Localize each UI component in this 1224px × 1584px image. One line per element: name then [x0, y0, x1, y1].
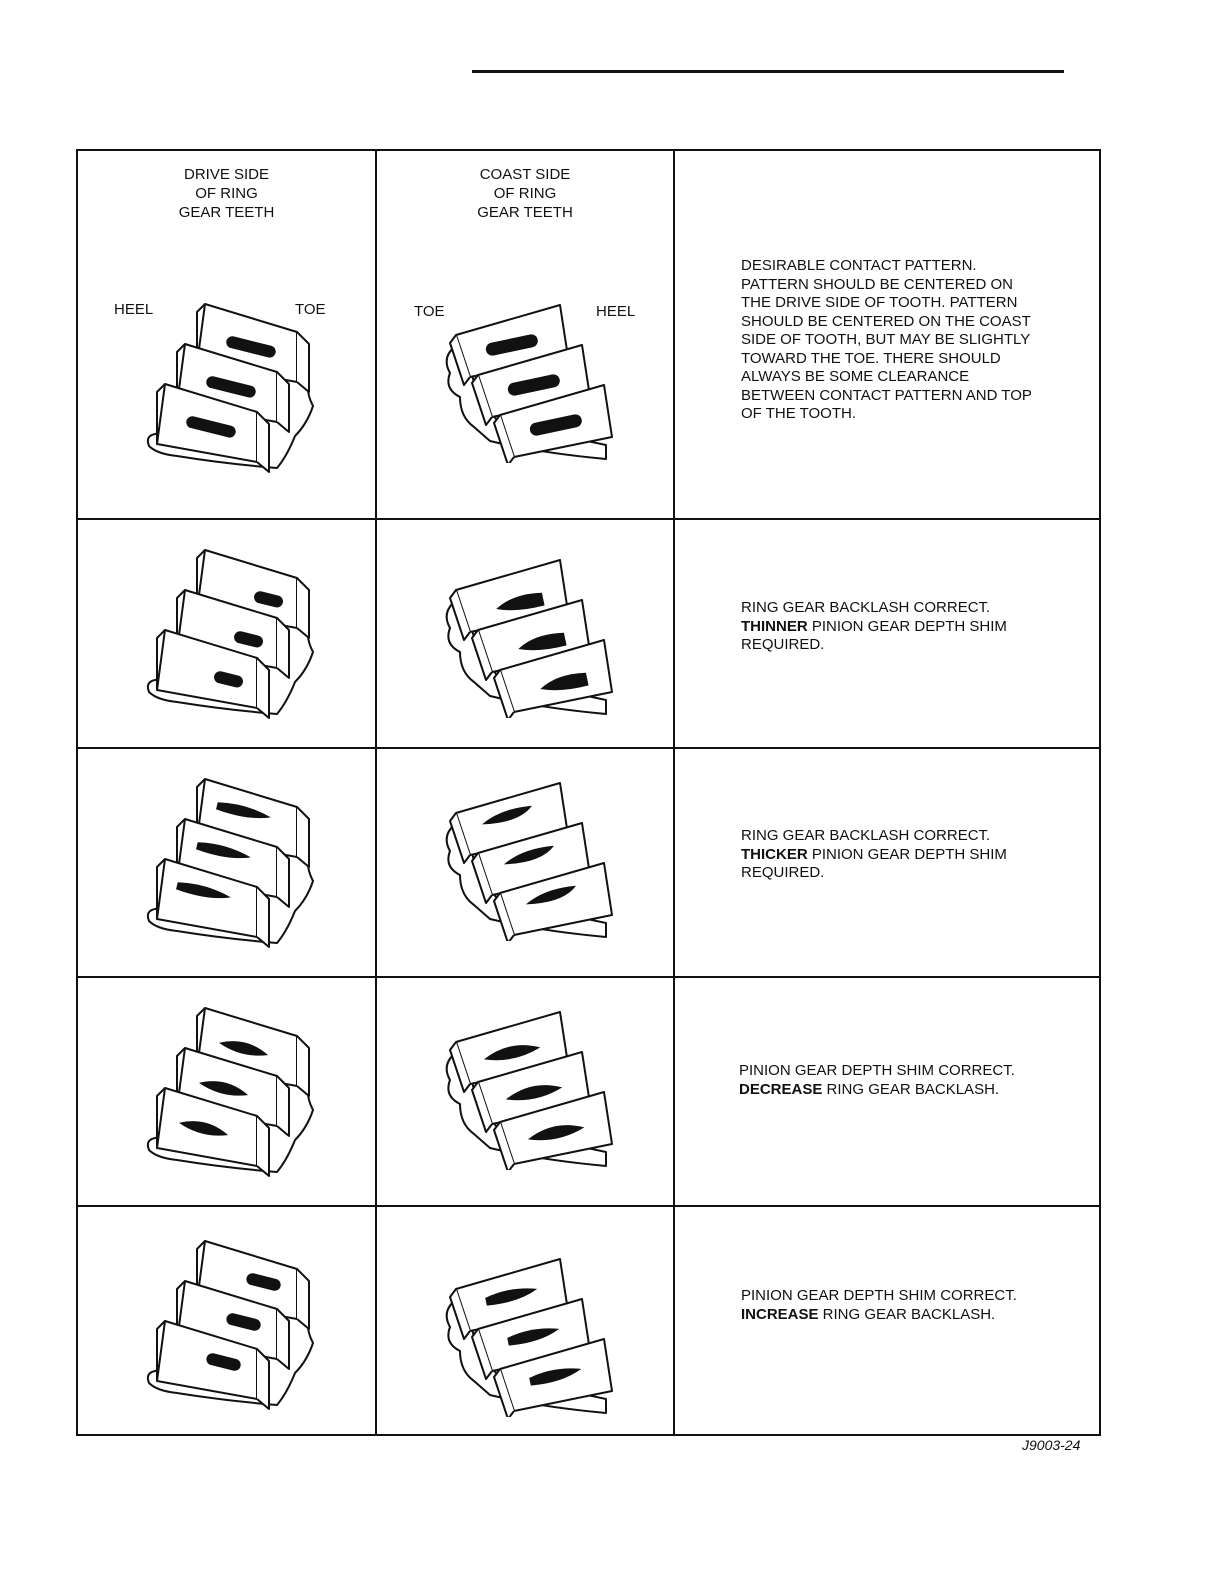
tooth-side — [277, 847, 289, 907]
description-text: PINION GEAR DEPTH SHIM CORRECT. — [739, 1062, 1015, 1079]
description-emphasis: THICKER — [741, 845, 808, 863]
drive-cell-3 — [78, 749, 377, 978]
drive-cell-2 — [78, 520, 377, 749]
description-text: RING GEAR BACKLASH CORRECT. — [741, 827, 991, 844]
pattern-description — [739, 1062, 1039, 1099]
tooth-side — [257, 1349, 269, 1409]
coast-cell-3 — [377, 749, 675, 978]
figure-id: J9003-24 — [1022, 1437, 1081, 1453]
drive-cell-4 — [78, 978, 377, 1207]
tooth-side — [297, 332, 309, 392]
desc-cell-1 — [675, 151, 1099, 520]
description-text-end: RING GEAR BACKLASH. — [822, 1080, 1000, 1098]
coast-gear-teeth-illustration — [430, 1257, 620, 1417]
top-rule — [472, 70, 1064, 73]
tooth-side — [277, 1076, 289, 1136]
coast-cell-5 — [377, 1207, 675, 1434]
drive-heel-label: HEEL — [114, 301, 154, 318]
gear-pattern-table — [76, 149, 1101, 1436]
pattern-description — [741, 257, 1041, 424]
drive-gear-teeth-illustration — [137, 771, 317, 951]
coast-gear-teeth-illustration — [430, 303, 620, 463]
description-text: RING GEAR BACKLASH CORRECT. — [741, 599, 991, 616]
tooth-side — [297, 578, 309, 638]
description-emphasis: THINNER — [741, 617, 808, 635]
drive-side-header: DRIVE SIDE OF RING GEAR TEETH — [178, 166, 275, 221]
description-emphasis: INCREASE — [741, 1305, 819, 1323]
tooth-side — [297, 807, 309, 867]
desc-cell-2 — [675, 520, 1099, 749]
coast-cell-2 — [377, 520, 675, 749]
description-text: PINION GEAR DEPTH SHIM CORRECT. — [741, 1287, 1017, 1304]
pattern-description — [741, 599, 1041, 655]
drive-gear-teeth-illustration — [137, 296, 317, 476]
drive-gear-teeth-illustration — [137, 1233, 317, 1413]
tooth-side — [257, 1116, 269, 1176]
drive-toe-label: TOE — [295, 301, 326, 318]
description-text: DESIRABLE CONTACT PATTERN. PATTERN SHOULD BE CENTERED ON THE DRIVE SIDE OF TOOTH. PATTERN SHOULD BE CENTERED ON THE COAST SIDE OF TOOTH, BUT MAY BE SLIGHTLY TOWARD THE TOE. THERE SHOULD ALWAYS BE SOME CLEARANCE BETWEEN CONTACT PATTERN AND TOP OF THE TOOTH. — [741, 257, 1032, 422]
pattern-description — [741, 1287, 1041, 1324]
desc-cell-3 — [675, 749, 1099, 978]
coast-side-header: COAST SIDE OF RING GEAR TEETH — [477, 166, 573, 221]
description-emphasis: DECREASE — [739, 1080, 823, 1098]
pattern-description — [741, 827, 1041, 883]
tooth-side — [297, 1269, 309, 1329]
drive-cell-5 — [78, 1207, 377, 1434]
tooth-side — [297, 1036, 309, 1096]
tooth-side — [257, 658, 269, 718]
tooth-side — [277, 618, 289, 678]
coast-cell-4 — [377, 978, 675, 1207]
tooth-side — [257, 887, 269, 947]
coast-gear-teeth-illustration — [430, 558, 620, 718]
coast-gear-teeth-illustration — [430, 1010, 620, 1170]
drive-gear-teeth-illustration — [137, 542, 317, 722]
description-text-end: RING GEAR BACKLASH. — [818, 1305, 996, 1323]
coast-heel-label: HEEL — [596, 303, 636, 320]
coast-toe-label: TOE — [414, 303, 445, 320]
tooth-side — [257, 412, 269, 472]
tooth-side — [277, 372, 289, 432]
drive-cell-1 — [78, 151, 377, 520]
coast-cell-1 — [377, 151, 675, 520]
coast-gear-teeth-illustration — [430, 781, 620, 941]
description-text-end: PINION GEAR DEPTH SHIM REQUIRED. — [741, 845, 1007, 881]
desc-cell-4 — [675, 978, 1099, 1207]
description-text-end: PINION GEAR DEPTH SHIM REQUIRED. — [741, 617, 1007, 653]
drive-gear-teeth-illustration — [137, 1000, 317, 1180]
tooth-side — [277, 1309, 289, 1369]
desc-cell-5 — [675, 1207, 1099, 1434]
